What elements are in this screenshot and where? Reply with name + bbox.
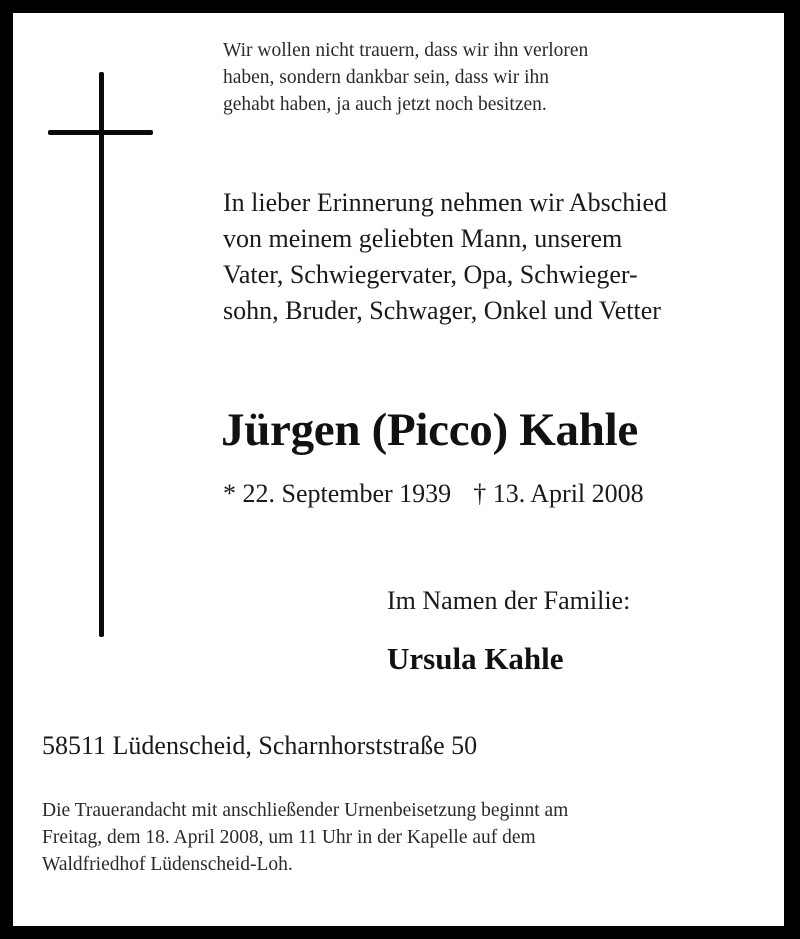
address: 58511 Lüdenscheid, Scharnhorststraße 50 xyxy=(42,731,478,760)
deceased-name: Jürgen (Picco) Kahle xyxy=(221,404,638,456)
farewell-text xyxy=(223,185,667,329)
cross-vertical-bar xyxy=(99,72,104,637)
family-signature: Ursula Kahle xyxy=(387,641,564,676)
memorial-quote xyxy=(223,37,588,118)
death-date: † 13. April 2008 xyxy=(473,479,644,508)
quote-line: haben, sondern dankbar sein, dass wir ihn xyxy=(223,67,550,88)
service-line: Die Trauerandacht mit anschließender Urnenbeisetzung beginnt am xyxy=(42,800,569,821)
intro-line: In lieber Erinnerung nehmen wir Abschied xyxy=(223,188,668,217)
service-line: Waldfriedhof Lüdenscheid-Loh. xyxy=(42,854,293,875)
quote-line: gehabt haben, ja auch jetzt noch besitzen. xyxy=(223,94,547,115)
life-dates xyxy=(223,479,644,509)
intro-line: von meinem geliebten Mann, unserem xyxy=(223,224,623,253)
intro-line: sohn, Bruder, Schwager, Onkel und Vetter xyxy=(223,296,661,325)
service-line: Freitag, dem 18. April 2008, um 11 Uhr in der Kapelle auf dem xyxy=(42,827,536,848)
intro-line: Vater, Schwiegervater, Opa, Schwieger- xyxy=(223,260,638,289)
birth-date: * 22. September 1939 xyxy=(223,479,452,508)
family-label: Im Namen der Familie: xyxy=(387,586,631,615)
obituary-card xyxy=(13,13,784,926)
quote-line: Wir wollen nicht trauern, dass wir ihn verloren xyxy=(223,40,589,61)
service-details xyxy=(42,797,568,878)
cross-horizontal-bar xyxy=(48,130,153,135)
